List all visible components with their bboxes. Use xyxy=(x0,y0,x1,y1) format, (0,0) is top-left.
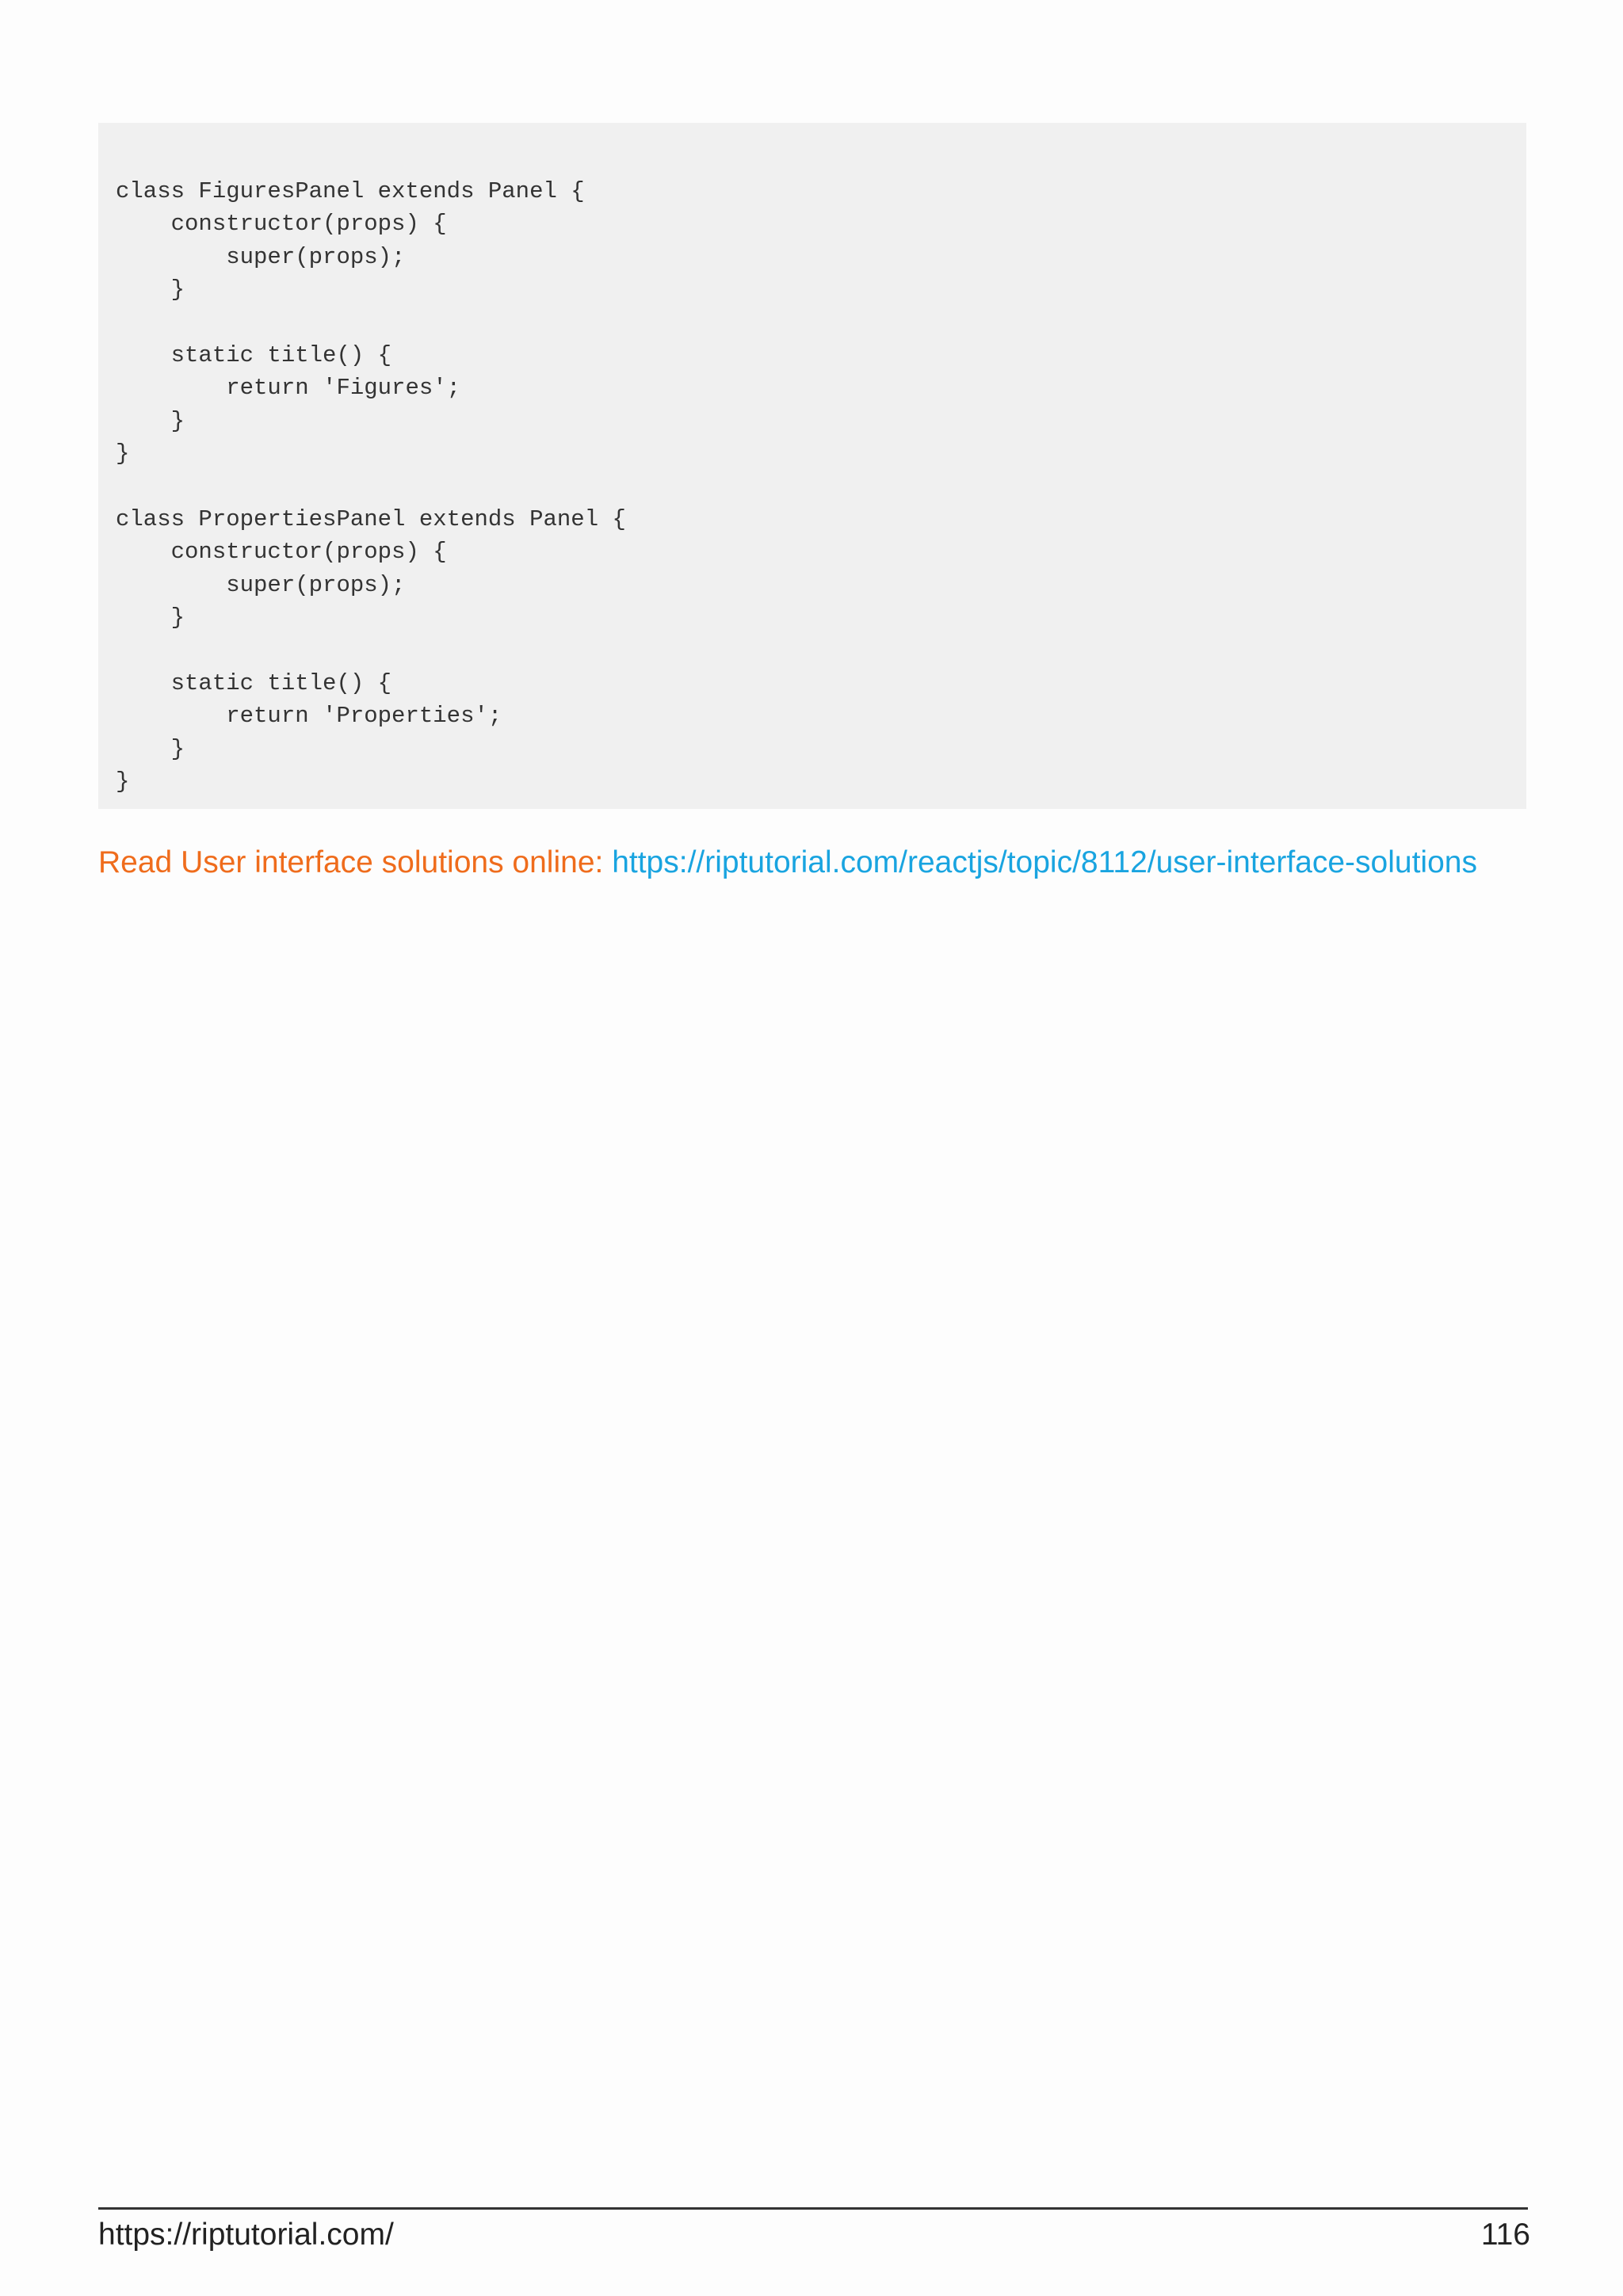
code-line: static title() { xyxy=(116,669,392,696)
footer-url: https://riptutorial.com/ xyxy=(98,2218,394,2252)
code-line: super(props); xyxy=(116,243,406,270)
read-online-note xyxy=(98,841,1526,884)
code-line: constructor(props) { xyxy=(116,539,447,566)
code-line: super(props); xyxy=(116,571,406,598)
code-line: class FiguresPanel extends Panel { xyxy=(116,178,585,204)
code-block xyxy=(98,123,1526,809)
code-line: static title() { xyxy=(116,341,392,368)
code-line xyxy=(116,634,1526,666)
code-line: } xyxy=(116,277,185,303)
code-line: } xyxy=(116,441,130,467)
code-line: } xyxy=(116,605,185,631)
topic-link[interactable]: https://riptutorial.com/reactjs/topic/8112/user-interface-solutions xyxy=(612,845,1477,879)
code-line: class PropertiesPanel extends Panel { xyxy=(116,505,626,532)
code-line: } xyxy=(116,407,185,434)
code-line: } xyxy=(116,735,185,762)
code-line: } xyxy=(116,769,130,795)
code-line xyxy=(116,471,1526,503)
footer-divider xyxy=(98,2207,1528,2210)
code-line: constructor(props) { xyxy=(116,211,447,238)
read-online-label: Read User interface solutions online: xyxy=(98,845,613,879)
code-line: return 'Properties'; xyxy=(116,703,502,730)
code-line: return 'Figures'; xyxy=(116,375,461,402)
page-number: 116 xyxy=(1480,2218,1530,2252)
code-line xyxy=(116,307,1526,339)
